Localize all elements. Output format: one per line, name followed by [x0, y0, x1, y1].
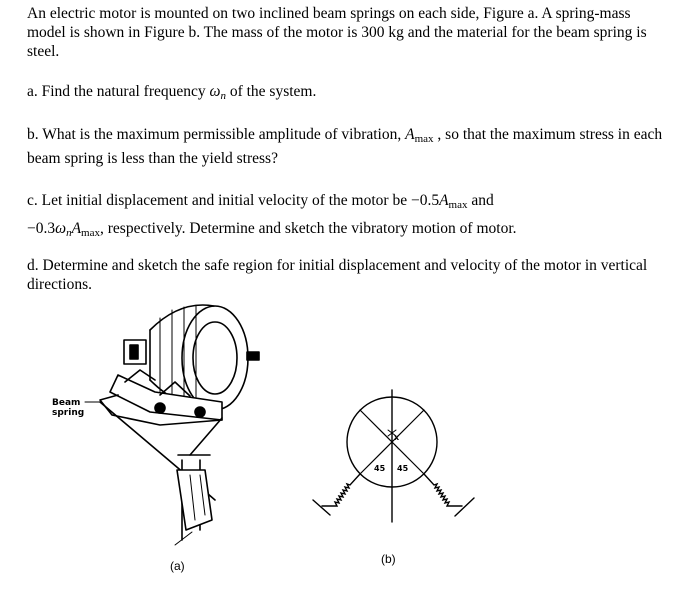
- part-c-line1-prefix: c. Let initial displacement and initial velocity of the motor be: [27, 192, 411, 209]
- part-c-line2-suffix: , respectively. Determine and sketch the vibratory motion of motor.: [100, 220, 517, 237]
- figure-b-label: (b): [381, 552, 396, 566]
- amplitude-symbol: A: [405, 126, 415, 143]
- annotation-line1: Beam: [52, 398, 81, 408]
- ground-left: [313, 500, 330, 515]
- vel-amplitude-subscript: max: [81, 227, 100, 239]
- angle-left-label: 45: [374, 464, 386, 473]
- part-a-prefix: a. Find the natural frequency: [27, 83, 210, 100]
- annotation-line2: spring: [52, 408, 85, 418]
- part-d: d. Determine and sketch the safe region for initial displacement and velocity of the motor in vertical directions.: [27, 257, 648, 293]
- axis-mark: x: [394, 433, 400, 442]
- problem-intro: An electric motor is mounted on two inclined beam springs on each side, Figure a. A spring-mass model is shown in Figure b. The mass of the motor is 300 kg and the material for the beam spring is steel.: [27, 5, 647, 60]
- part-b-prefix: b. What is the maximum permissible amplitude of vibration,: [27, 126, 406, 143]
- part-a-suffix: of the system.: [225, 83, 317, 100]
- vel-omega-symbol: ω: [55, 220, 67, 237]
- vel-amplitude-symbol: A: [71, 220, 82, 237]
- vel-coef: −0.3: [27, 220, 56, 237]
- part-b-suffix: , so that the maximum stress in each beam spring is less than the yield stress?: [27, 126, 663, 167]
- vel-omega-subscript: n: [66, 227, 72, 239]
- spring-left: [322, 474, 360, 506]
- part-c-line1-suffix: and: [467, 192, 494, 209]
- disp-amplitude-symbol: A: [439, 192, 449, 209]
- angle-right-label: 45: [397, 464, 409, 473]
- figure-a-label: (a): [170, 559, 185, 573]
- disp-coef: −0.5: [410, 192, 440, 209]
- omega-subscript: n: [220, 90, 226, 102]
- omega-symbol: ω: [209, 83, 221, 100]
- amplitude-subscript: max: [414, 133, 434, 145]
- ground-right: [455, 498, 474, 516]
- disp-amplitude-subscript: max: [448, 199, 468, 211]
- spring-right: [424, 474, 462, 506]
